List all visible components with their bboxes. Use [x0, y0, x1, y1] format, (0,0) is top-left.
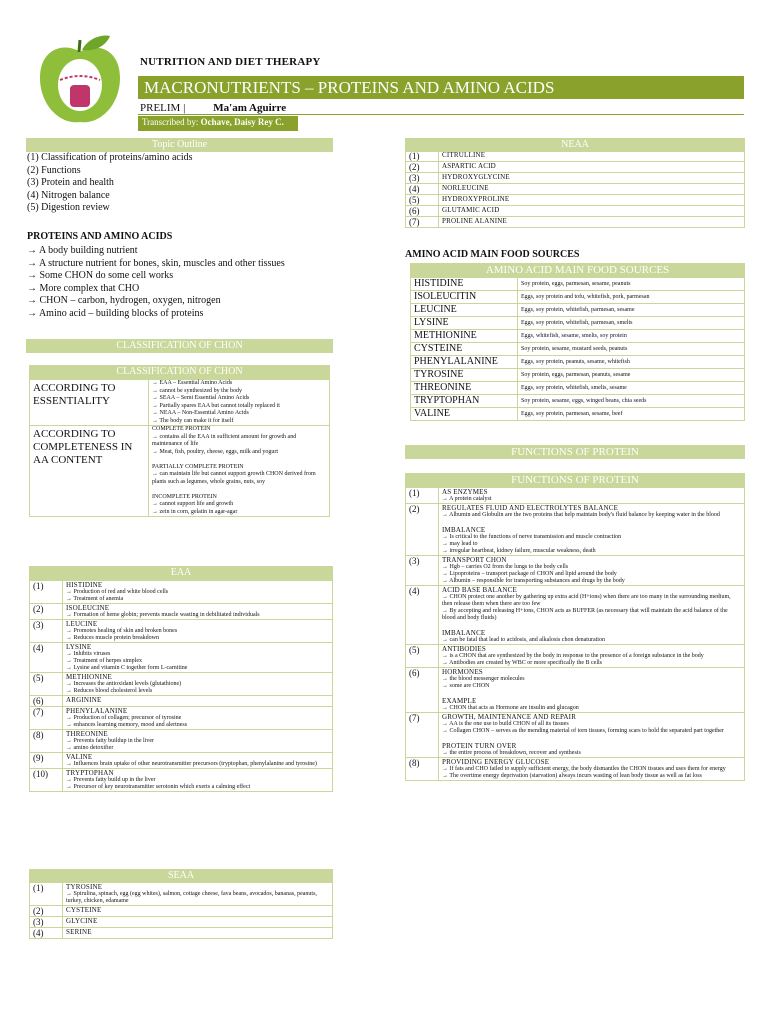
eaa-desc: → Prevents fatty build up in the liver: [66, 777, 156, 783]
table-row: [411, 317, 745, 330]
table-row: [406, 556, 745, 586]
proteins-item: → CHON – carbon, hydrogen, oxygen, nitrogen: [27, 295, 221, 306]
neaa-num: (5): [406, 195, 439, 206]
neaa-cell: [439, 184, 745, 195]
eaa-name: ISOLEUCINE: [66, 604, 110, 612]
table-row: [406, 184, 745, 195]
food-source: Eggs, soy protein, parmesan, sesame, beef: [518, 408, 745, 421]
seaa-num: (4): [30, 928, 63, 939]
functions-bar: FUNCTIONS OF PROTEIN: [405, 445, 745, 459]
food-source: Soy protein, eggs, parmesan, sesame, peanuts: [518, 278, 745, 291]
eaa-num: (8): [30, 730, 63, 753]
class-line: → cannot be synthesized by the body: [152, 387, 242, 394]
proteins-item: → Some CHON do some cell works: [27, 270, 174, 281]
function-num: (3): [406, 556, 439, 586]
food-heading: AMINO ACID MAIN FOOD SOURCES: [410, 263, 745, 277]
eaa-desc: → Reduces muscle protein breakdown: [66, 635, 159, 641]
eaa-desc: → Lysine and vitamin C together form L-carnitine: [66, 665, 188, 671]
eaa-desc: → Reduces blood cholesterol levels: [66, 688, 153, 694]
table-row: [411, 395, 745, 408]
table-row: [411, 343, 745, 356]
table-row: [411, 291, 745, 304]
eaa-cell: [63, 620, 333, 643]
function-line: ACID BASE BALANCE: [442, 586, 517, 594]
function-line: [442, 690, 741, 697]
function-line: → By accepting and releasing H+ions, CHON acts as BUFFER (as necessary that will maintain the acid balance of the blood and body fluids): [442, 608, 728, 621]
eaa-name: VALINE: [66, 753, 93, 761]
food-name: LEUCINE: [411, 304, 518, 317]
function-line: IMBALANCE: [442, 629, 486, 637]
neaa-cell: [439, 162, 745, 173]
table-row: [30, 696, 333, 707]
food-source: Eggs, whitefish, sesame, smelts, soy protein: [518, 330, 745, 343]
neaa-cell: [439, 206, 745, 217]
function-cell: [439, 713, 745, 758]
neaa-cell: [439, 173, 745, 184]
seaa-cell: [63, 883, 333, 906]
table-row: [30, 769, 333, 792]
transcriber: Ochave, Daisy Rey C.: [200, 117, 284, 127]
apple-logo: [30, 30, 130, 130]
classification-table: [29, 379, 330, 517]
function-num: (2): [406, 504, 439, 556]
function-line: → CHON protect one another by gathering up extra acid (H+ions) when there are too many in the surrounding medium, then release them when there are too few: [442, 594, 731, 607]
eaa-desc: → Treatment of anemia: [66, 596, 124, 602]
class-desc: [149, 380, 330, 426]
seaa-desc: → Spirulina, spinach, egg (egg whites), salmon, cottage cheese, fava beans, avocados, bananas, peanuts, turkey, chicken, edamame: [66, 891, 317, 904]
function-num: (5): [406, 645, 439, 668]
seaa-name: GLYCINE: [66, 917, 98, 925]
table-row: [406, 151, 745, 162]
table-row: [30, 620, 333, 643]
table-row: [30, 643, 333, 673]
function-line: → Hgb – carries O2 from the lungs to the body cells: [442, 564, 569, 570]
table-row: [30, 928, 333, 939]
proteins-list: [27, 245, 285, 320]
food-rows: [410, 277, 745, 421]
function-line: TRANSPORT CHON: [442, 556, 507, 564]
classification-bar: CLASSIFICATION OF CHON: [26, 339, 333, 353]
food-source: Eggs, soy protein, whitefish, parmesan, smelts: [518, 317, 745, 330]
function-cell: [439, 645, 745, 668]
outline-item: (2) Functions: [27, 164, 81, 176]
function-cell: [439, 668, 745, 713]
function-cell: [439, 586, 745, 645]
eaa-num: (7): [30, 707, 63, 730]
class-line: → Partially spares EAA but cannot totally replaced it: [152, 402, 280, 409]
table-row: [406, 504, 745, 556]
neaa-num: (6): [406, 206, 439, 217]
function-line: → A protein catalyst: [442, 496, 492, 502]
eaa-cell: [63, 769, 333, 792]
function-line: → Albumin – responsible for transporting substances and drugs by the body: [442, 578, 625, 584]
table-row: [30, 673, 333, 696]
table-row: [30, 581, 333, 604]
function-line: [442, 622, 741, 629]
eaa-name: TRYPTOPHAN: [66, 769, 114, 777]
eaa-desc: → Treatment of herpes simplex: [66, 658, 142, 664]
eaa-desc: → enhances learning memory, mood and alertness: [66, 722, 188, 728]
seaa-name: SERINE: [66, 928, 92, 936]
neaa-cell: [439, 151, 745, 162]
function-line: [442, 519, 741, 526]
class-line: [152, 456, 326, 464]
function-line: → some are CHON: [442, 683, 490, 689]
class-line: PARTIALLY COMPLETE PROTEIN: [152, 463, 244, 470]
class-line: [152, 486, 326, 494]
function-rows: [405, 487, 745, 781]
function-line: → If fats and CHO failed to supply sufficient energy, the body dismantles the CHON tissues and uses them for energy: [442, 766, 726, 772]
class-line: → EAA – Essential Amino Acids: [152, 380, 233, 386]
function-num: (8): [406, 758, 439, 781]
function-line: EXAMPLE: [442, 697, 477, 705]
table-row: [406, 206, 745, 217]
table-row: [406, 195, 745, 206]
class-line: → SEAA – Semi Essential Amino Acids: [152, 395, 250, 401]
function-line: → Collagen CHON – serves as the mending material of torn tissues, forming scars to hold the separated part together: [442, 728, 724, 734]
function-cell: [439, 504, 745, 556]
table-row: [406, 162, 745, 173]
eaa-name: LEUCINE: [66, 620, 98, 628]
function-num: (1): [406, 488, 439, 504]
eaa-table: [29, 580, 333, 792]
food-name: PHENYLALANINE: [411, 356, 518, 369]
neaa-name: HYDROXYPROLINE: [442, 195, 510, 203]
neaa-rows: [405, 150, 745, 228]
function-cell: [439, 758, 745, 781]
eaa-cell: [63, 643, 333, 673]
table-row: [411, 330, 745, 343]
class-label: ACCORDING TO COMPLETENESS IN AA CONTENT: [30, 426, 149, 517]
class-line: INCOMPLETE PROTEIN: [152, 493, 217, 500]
prelim-line: [140, 102, 286, 114]
eaa-num: (6): [30, 696, 63, 707]
neaa-table: [405, 150, 745, 228]
table-row: [406, 713, 745, 758]
table-row: [30, 380, 330, 426]
eaa-num: (3): [30, 620, 63, 643]
neaa-num: (2): [406, 162, 439, 173]
classification-heading: CLASSIFICATION OF CHON: [29, 365, 330, 379]
eaa-cell: [63, 730, 333, 753]
food-source: Soy protein, sesame, eggs, winged beans, chia seeds: [518, 395, 745, 408]
eaa-desc: → Production of red and white blood cells: [66, 589, 169, 595]
table-row: [30, 753, 333, 769]
proteins-item: → More complex that CHO: [27, 282, 140, 294]
eaa-name: HISTIDINE: [66, 581, 103, 589]
eaa-desc: → Increases the antioxidant levels (glutathione): [66, 681, 182, 687]
subject-title: NUTRITION AND DIET THERAPY: [140, 56, 321, 68]
eaa-name: THREONINE: [66, 730, 108, 738]
class-line: → contains all the EAA in sufficient amount for growth and maintenance of life: [152, 433, 297, 447]
function-line: [442, 735, 741, 742]
food-source: Soy protein, eggs, parmesan, peanuts, sesame: [518, 369, 745, 382]
eaa-cell: [63, 707, 333, 730]
neaa-num: (3): [406, 173, 439, 184]
neaa-name: PROLINE ALANINE: [442, 217, 508, 225]
function-line: → Antibodies are created by WBC or more specifically the B cells: [442, 660, 603, 666]
class-line: → zein in corn, gelatin in agar-agar: [152, 508, 238, 515]
eaa-cell: [63, 604, 333, 620]
seaa-table: [29, 882, 333, 939]
neaa-num: (1): [406, 151, 439, 162]
eaa-num: (4): [30, 643, 63, 673]
outline-item: (3) Protein and health: [27, 177, 114, 188]
neaa-heading: NEAA: [405, 138, 745, 152]
neaa-num: (7): [406, 217, 439, 228]
table-row: [411, 304, 745, 317]
function-line: AS ENZYMES: [442, 488, 488, 496]
food-name: LYSINE: [411, 317, 518, 330]
class-line: → Meat, fish, poultry, cheese, eggs, milk and yogurt: [152, 448, 279, 455]
function-line: → irregular heartbeat, kidney failure, muscular weakness, death: [442, 548, 596, 554]
table-row: [411, 382, 745, 395]
eaa-num: (2): [30, 604, 63, 620]
seaa-cell: [63, 917, 333, 928]
eaa-desc: → Prevents fatty buildup in the liver: [66, 738, 154, 744]
class-desc: [149, 426, 330, 517]
function-line: → is a CHON that are synthesized by the body in response to the presence of a foreign substance in the body: [442, 653, 704, 659]
function-num: (7): [406, 713, 439, 758]
table-row: [406, 488, 745, 504]
table-row: [406, 217, 745, 228]
eaa-name: PHENYLALANINE: [66, 707, 128, 715]
food-source: Eggs, soy protein and tofu, whitefish, pork, parmesan: [518, 291, 745, 304]
table-row: [411, 369, 745, 382]
table-row: [30, 707, 333, 730]
eaa-name: ARGININE: [66, 696, 102, 704]
seaa-num: (2): [30, 906, 63, 917]
neaa-name: HYDROXYGLYCINE: [442, 173, 510, 181]
eaa-cell: [63, 581, 333, 604]
seaa-heading: SEAA: [29, 869, 333, 883]
table-row: [30, 883, 333, 906]
seaa-cell: [63, 906, 333, 917]
food-name: TYROSINE: [411, 369, 518, 382]
divider: [138, 114, 744, 115]
eaa-desc: → Precursor of key neurotransmitter serotonin which exerts a calming effect: [66, 784, 251, 790]
eaa-desc: → amino detoxifier: [66, 745, 114, 751]
seaa-num: (3): [30, 917, 63, 928]
table-row: [406, 173, 745, 184]
eaa-desc: → Formation of heme globin; prevents muscle wasting in debilitated individuals: [66, 612, 260, 618]
function-line: → CHON that acts as Hormone are insulin and glucagon: [442, 705, 579, 711]
table-row: [406, 645, 745, 668]
neaa-num: (4): [406, 184, 439, 195]
food-table: [410, 277, 745, 421]
table-row: [30, 730, 333, 753]
eaa-cell: [63, 696, 333, 707]
seaa-name: CYSTEINE: [66, 906, 102, 914]
food-name: TRYPTOPHAN: [411, 395, 518, 408]
neaa-name: ASPARTIC ACID: [442, 162, 496, 170]
table-row: [411, 408, 745, 421]
food-name: METHIONINE: [411, 330, 518, 343]
eaa-name: LYSINE: [66, 643, 92, 651]
neaa-cell: [439, 195, 745, 206]
transcribed-by: [142, 117, 284, 127]
seaa-rows: [29, 882, 333, 939]
function-num: (4): [406, 586, 439, 645]
eaa-rows: [29, 580, 333, 792]
function-line: → the blood messenger molecules: [442, 676, 525, 682]
function-line: → Is critical to the functions of nerve transmission and muscle contraction: [442, 534, 622, 540]
neaa-name: CITRULLINE: [442, 151, 486, 159]
eaa-num: (9): [30, 753, 63, 769]
proteins-heading: PROTEINS AND AMINO ACIDS: [27, 231, 173, 242]
function-line: → Albumin and Globulin are the two proteins that help maintain body's fluid balance by keeping water in the blood: [442, 512, 720, 518]
functions-table: [405, 487, 745, 781]
proteins-item: → A body building nutrient: [27, 245, 138, 256]
eaa-desc: → Promotes healing of skin and broken bones: [66, 628, 178, 634]
transcribed-label: Transcribed by:: [142, 117, 199, 127]
food-name: HISTIDINE: [411, 278, 518, 291]
table-row: [411, 356, 745, 369]
eaa-name: METHIONINE: [66, 673, 112, 681]
table-row: [406, 586, 745, 645]
function-cell: [439, 556, 745, 586]
food-source: Eggs, soy protein, whitefish, smelts, sesame: [518, 382, 745, 395]
neaa-cell: [439, 217, 745, 228]
page-title: MACRONUTRIENTS – PROTEINS AND AMINO ACIDS: [144, 78, 555, 97]
function-line: → the entire process of breakdown, recover and synthesis: [442, 750, 581, 756]
eaa-desc: → Production of collagen; precursor of tyrosine: [66, 715, 182, 721]
function-line: → AA is the one use to build CHON of all its tissues: [442, 721, 569, 727]
function-line: ANTIBODIES: [442, 645, 486, 653]
table-row: [30, 917, 333, 928]
food-source: Eggs, soy protein, peanuts, sesame, whitefish: [518, 356, 745, 369]
function-line: REGULATES FLUID AND ELECTROLYTES BALANCE: [442, 504, 619, 512]
table-row: [411, 278, 745, 291]
function-line: → can be fatal that lead to acidosis, and alkalosis chon denaturation: [442, 637, 605, 643]
function-line: → may lead to: [442, 541, 478, 547]
eaa-cell: [63, 753, 333, 769]
table-row: [406, 668, 745, 713]
eaa-num: (5): [30, 673, 63, 696]
class-label: ACCORDING TO ESSENTIALITY: [30, 380, 149, 426]
class-line: → cannot support life and growth: [152, 501, 234, 507]
seaa-num: (1): [30, 883, 63, 906]
table-row: [30, 604, 333, 620]
function-line: PROTEIN TURN OVER: [442, 742, 517, 750]
class-line: COMPLETE PROTEIN: [152, 426, 211, 432]
instructor: Ma'am Aguirre: [213, 102, 287, 114]
classification-rows: [29, 379, 330, 517]
food-title: AMINO ACID MAIN FOOD SOURCES: [405, 249, 580, 260]
function-line: HORMONES: [442, 668, 483, 676]
food-name: VALINE: [411, 408, 518, 421]
food-name: THREONINE: [411, 382, 518, 395]
table-row: [30, 426, 330, 517]
seaa-name: TYROSINE: [66, 883, 103, 891]
class-line: → NEAA – Non-Essential Amino Acids: [152, 410, 249, 416]
prelim-label: PRELIM |: [140, 102, 186, 114]
food-name: CYSTEINE: [411, 343, 518, 356]
eaa-num: (10): [30, 769, 63, 792]
neaa-name: GLUTAMIC ACID: [442, 206, 500, 214]
proteins-item: → Amino acid – building blocks of proteins: [27, 307, 204, 319]
function-num: (6): [406, 668, 439, 713]
food-source: Soy protein, sesame, mustard seeds, peanuts: [518, 343, 745, 356]
table-row: [406, 758, 745, 781]
eaa-desc: → Inhibits viruses: [66, 651, 111, 657]
seaa-cell: [63, 928, 333, 939]
outline-list: [27, 152, 193, 215]
outline-heading: Topic Outline: [26, 138, 333, 152]
function-cell: [439, 488, 745, 504]
proteins-item: → A structure nutrient for bones, skin, muscles and other tissues: [27, 257, 285, 269]
function-line: GROWTH, MAINTENANCE AND REPAIR: [442, 713, 577, 721]
eaa-heading: EAA: [29, 566, 333, 580]
class-line: → The body can make it for itself: [152, 417, 234, 424]
table-row: [30, 906, 333, 917]
outline-item: (1) Classification of proteins/amino acids: [27, 152, 193, 163]
outline-item: (5) Digestion review: [27, 202, 110, 213]
neaa-name: NORLEUCINE: [442, 184, 489, 192]
function-line: → The overtime energy deprivation (starvation) always incurs wasting of lean body tissue as well as fat loss: [442, 773, 702, 779]
outline-item: (4) Nitrogen balance: [27, 189, 110, 201]
eaa-cell: [63, 673, 333, 696]
function-line: → Lipoproteins – transport package of CHON and lipid around the body: [442, 571, 617, 577]
eaa-desc: → Influences brain uptake of other neurotransmitter precursors (tryptophan, phenylalanine and tyrosine): [66, 761, 317, 767]
food-source: Eggs, soy protein, whitefish, parmesan, sesame: [518, 304, 745, 317]
eaa-num: (1): [30, 581, 63, 604]
food-name: ISOLEUCITIN: [411, 291, 518, 304]
function-line: IMBALANCE: [442, 526, 486, 534]
functions-heading: FUNCTIONS OF PROTEIN: [405, 473, 745, 487]
function-line: PROVIDING ENERGY GLUCOSE: [442, 758, 550, 766]
class-line: → can maintain life but cannot support growth CHON derived from plants such as legumes, whole grains, nuts, soy: [152, 471, 316, 485]
